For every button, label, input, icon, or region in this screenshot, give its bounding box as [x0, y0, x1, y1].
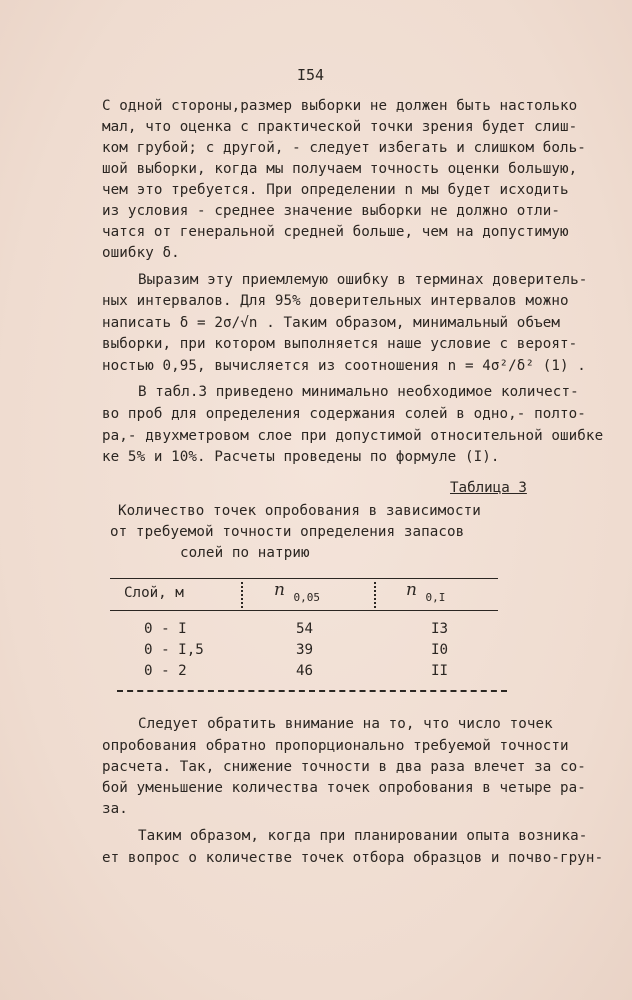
table-cell-n005: 39	[296, 642, 314, 658]
body-line: за.	[102, 801, 128, 817]
table-bottom-rule	[117, 690, 507, 692]
body-line: из условия - среднее значение выборки не должно отли-	[102, 203, 561, 219]
table-cell-layer: 0 - I	[144, 621, 187, 637]
body-line: Выразим эту приемлемую ошибку в терминах доверитель-	[138, 272, 588, 288]
table-header-n01	[406, 580, 445, 604]
body-line: ностью 0,95, вычисляется из соотношения n = 4σ²/δ² (1) .	[102, 358, 586, 374]
table-column-separator	[374, 582, 376, 608]
table-column-separator	[241, 582, 243, 608]
body-line: чем это требуется. При определении n мы будет исходить	[102, 182, 569, 198]
table-header-n005	[274, 580, 320, 604]
body-line: мал, что оценка с практической точки зрения будет слиш-	[102, 119, 578, 135]
body-line: чатся от генеральной средней больше, чем на допустимую	[102, 224, 569, 240]
table-header-rule	[110, 610, 498, 611]
body-line: ошибку δ.	[102, 245, 180, 261]
table-title-line: Количество точек опробования в зависимости	[118, 503, 481, 519]
table-header-layer: Слой, м	[124, 585, 184, 601]
body-line: ке 5% и 10%. Расчеты проведены по формуле (I).	[102, 449, 500, 465]
table-cell-layer: 0 - I,5	[144, 642, 204, 658]
table-header-n-symbol: n	[406, 580, 417, 600]
table-cell-n005: 54	[296, 621, 314, 637]
table-title-line: от требуемой точности определения запасов	[110, 524, 465, 540]
table-cell-n01: I3	[431, 621, 449, 637]
body-line: Следует обратить внимание на то, что число точек	[138, 716, 553, 732]
body-line: расчета. Так, снижение точности в два раза влечет за со-	[102, 759, 586, 775]
table-header-n-symbol: n	[274, 580, 285, 600]
body-line: ра,- двухметровом слое при допустимой относительной ошибке	[102, 428, 604, 444]
body-line: Таким образом, когда при планировании опыта возника-	[138, 828, 588, 844]
body-line: написать δ = 2σ/√n . Таким образом, минимальный объем	[102, 315, 561, 331]
body-line: шой выборки, когда мы получаем точность оценки большую,	[102, 161, 578, 177]
body-line: С одной стороны,размер выборки не должен быть настолько	[102, 98, 578, 114]
table-cell-n01: I0	[431, 642, 449, 658]
body-line: бой уменьшение количества точек опробования в четыре ра-	[102, 780, 586, 796]
body-line: опробования обратно пропорционально требуемой точности	[102, 738, 569, 754]
body-line: ет вопрос о количестве точек отбора образцов и почво-грун-	[102, 850, 604, 866]
body-line: во проб для определения содержания солей в одно,- полто-	[102, 406, 586, 422]
page-number: I54	[297, 66, 325, 84]
body-line: В табл.3 приведено минимально необходимое количест-	[138, 384, 579, 400]
table-header-n-subscript: 0,I	[425, 591, 446, 604]
table-cell-n01: II	[431, 663, 449, 679]
table-cell-layer: 0 - 2	[144, 663, 187, 679]
table-caption: Таблица 3	[450, 480, 527, 496]
table-header-n-subscript: 0,05	[293, 591, 320, 604]
table-cell-n005: 46	[296, 663, 314, 679]
body-line: ком грубой; с другой, - следует избегать и слишком боль-	[102, 140, 586, 156]
table-title-line: солей по натрию	[180, 545, 310, 561]
body-line: выборки, при котором выполняется наше условие с вероят-	[102, 336, 578, 352]
body-line: ных интервалов. Для 95% доверительных интервалов можно	[102, 293, 569, 309]
table-top-rule	[110, 578, 498, 579]
